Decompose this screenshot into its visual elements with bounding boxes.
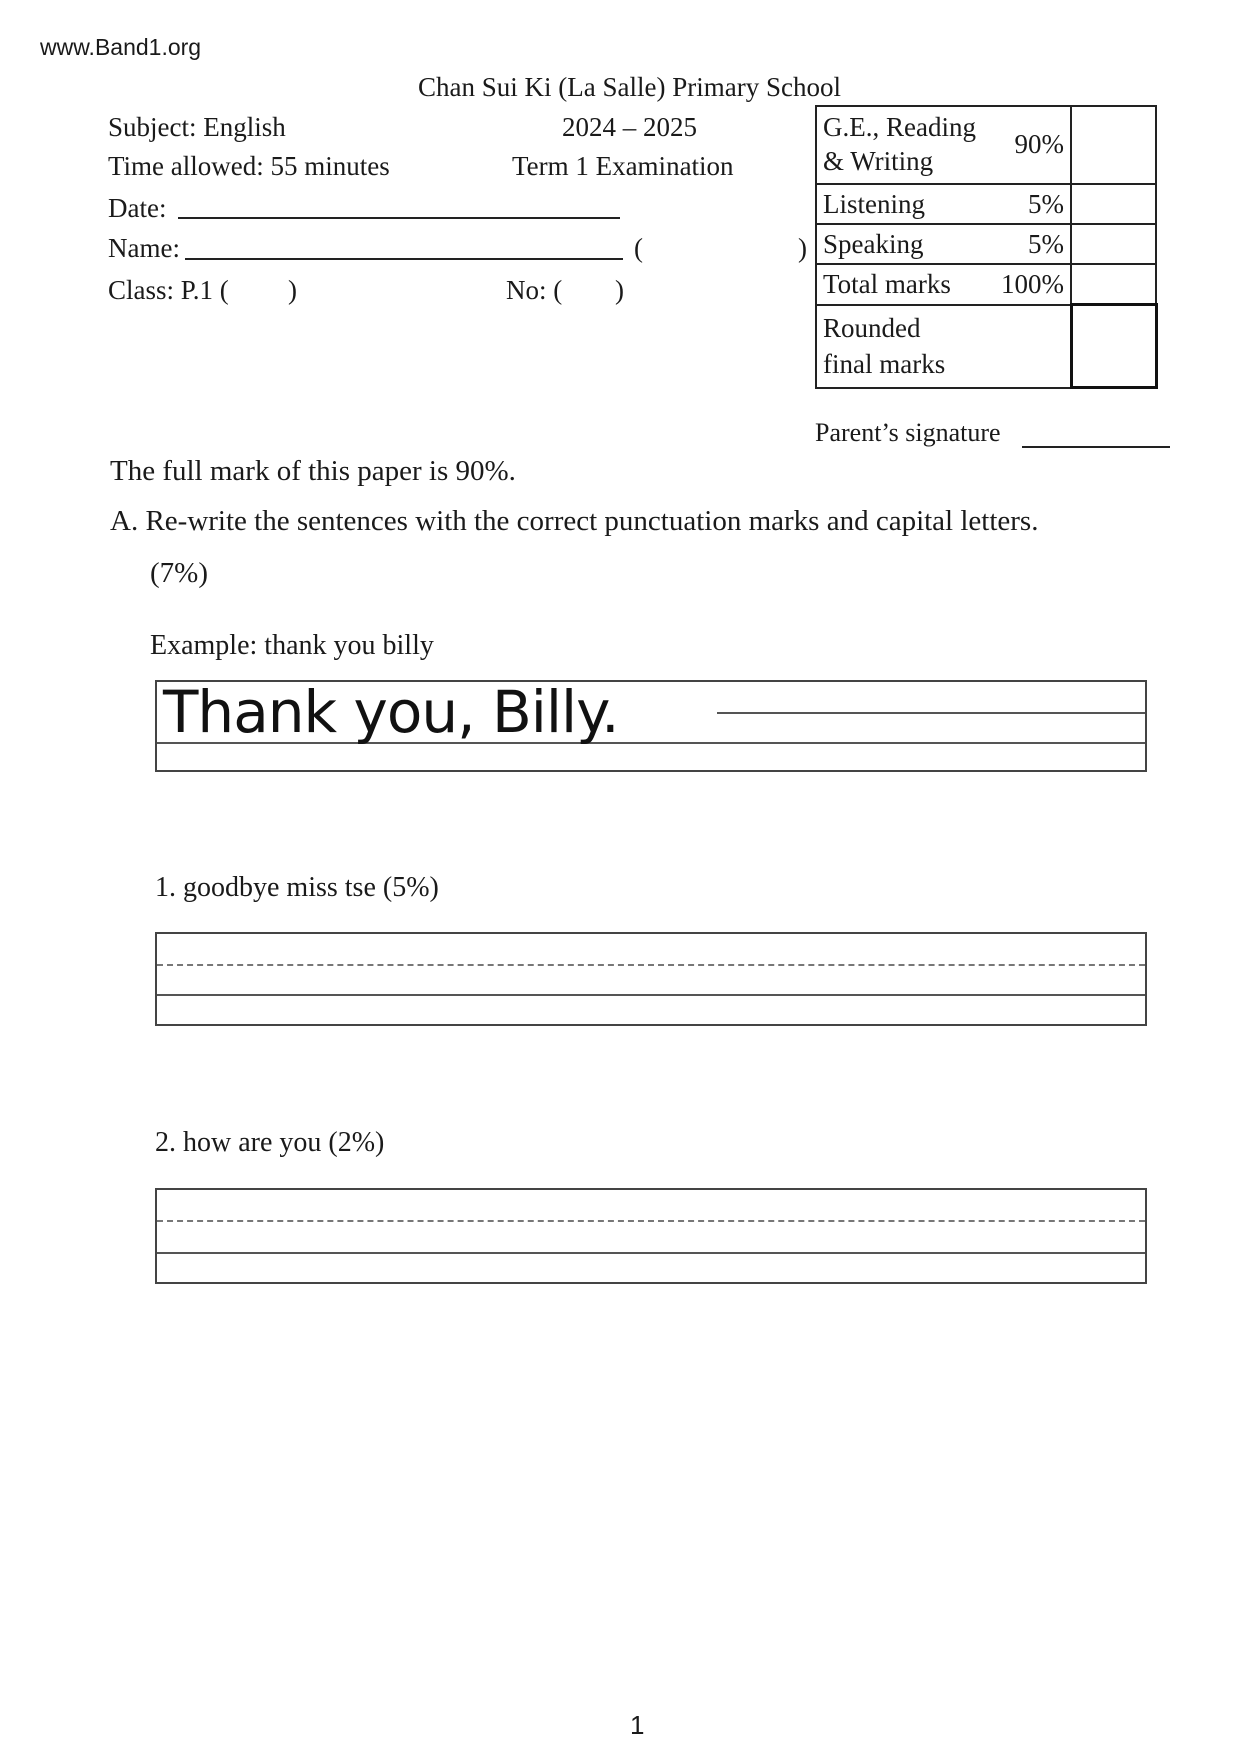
section-a-marks: (7%) <box>150 557 208 589</box>
school-name: Chan Sui Ki (La Salle) Primary School <box>418 72 841 102</box>
writing-midline <box>157 1220 1145 1222</box>
number-label: No: ( <box>506 275 563 305</box>
name-label: Name: <box>108 233 180 263</box>
date-blank[interactable] <box>178 217 620 219</box>
parent-signature-label: Parent’s signature <box>815 418 1001 447</box>
marks-row-ge <box>816 106 1156 184</box>
parent-signature-blank[interactable] <box>1022 446 1170 448</box>
rounded-label-line2: final marks <box>823 349 946 379</box>
total-label: Total marks <box>816 264 995 305</box>
rounded-label-line1: Rounded <box>823 312 921 343</box>
subject-line: Subject: English <box>108 112 286 142</box>
number-close: ) <box>615 275 624 305</box>
marks-row-total <box>816 264 1156 305</box>
time-allowed: Time allowed: 55 minutes <box>108 151 390 181</box>
ge-label-line1: G.E., Reading <box>823 112 976 143</box>
question-1: 1. goodbye miss tse (5%) <box>155 872 439 903</box>
academic-year: 2024 – 2025 <box>562 112 697 142</box>
writing-midline <box>157 964 1145 966</box>
section-a-instruction: A. Re-write the sentences with the correct punctuation marks and capital letters. <box>110 505 1039 537</box>
ge-label-line2: & Writing <box>823 146 934 176</box>
speaking-label: Speaking <box>816 224 995 264</box>
full-mark-note: The full mark of this paper is 90%. <box>110 455 516 487</box>
page-number: 1 <box>630 1710 645 1740</box>
marks-row-listening <box>816 184 1156 224</box>
rounded-score-box[interactable] <box>1071 305 1156 388</box>
name-blank[interactable] <box>185 258 623 260</box>
marks-row-speaking <box>816 224 1156 264</box>
class-label: Class: P.1 ( <box>108 275 229 305</box>
listening-label: Listening <box>816 184 995 224</box>
speaking-score-box[interactable] <box>1071 224 1156 264</box>
ge-percent: 90% <box>995 106 1071 184</box>
question-2-writing-box[interactable] <box>155 1188 1147 1284</box>
class-close: ) <box>288 275 297 305</box>
exam-title: Term 1 Examination <box>512 151 734 181</box>
writing-baseline <box>157 1252 1145 1254</box>
date-label: Date: <box>108 193 167 223</box>
watermark: www.Band1.org <box>40 34 202 60</box>
example-answer: Thank you, Billy. <box>163 678 619 746</box>
marks-row-rounded <box>816 305 1156 388</box>
total-percent: 100% <box>995 264 1071 305</box>
total-score-box[interactable] <box>1071 264 1156 305</box>
speaking-percent: 5% <box>995 224 1071 264</box>
listening-percent: 5% <box>995 184 1071 224</box>
name-paren-close: ) <box>798 233 807 263</box>
ge-score-box[interactable] <box>1071 106 1156 184</box>
marks-table <box>815 105 1158 389</box>
writing-midline <box>717 712 1145 714</box>
example-writing-box <box>155 680 1147 772</box>
name-paren-open: ( <box>634 233 643 263</box>
question-1-writing-box[interactable] <box>155 932 1147 1026</box>
writing-baseline <box>157 994 1145 996</box>
question-2: 2. how are you (2%) <box>155 1127 385 1158</box>
example-prompt: Example: thank you billy <box>150 630 434 661</box>
listening-score-box[interactable] <box>1071 184 1156 224</box>
